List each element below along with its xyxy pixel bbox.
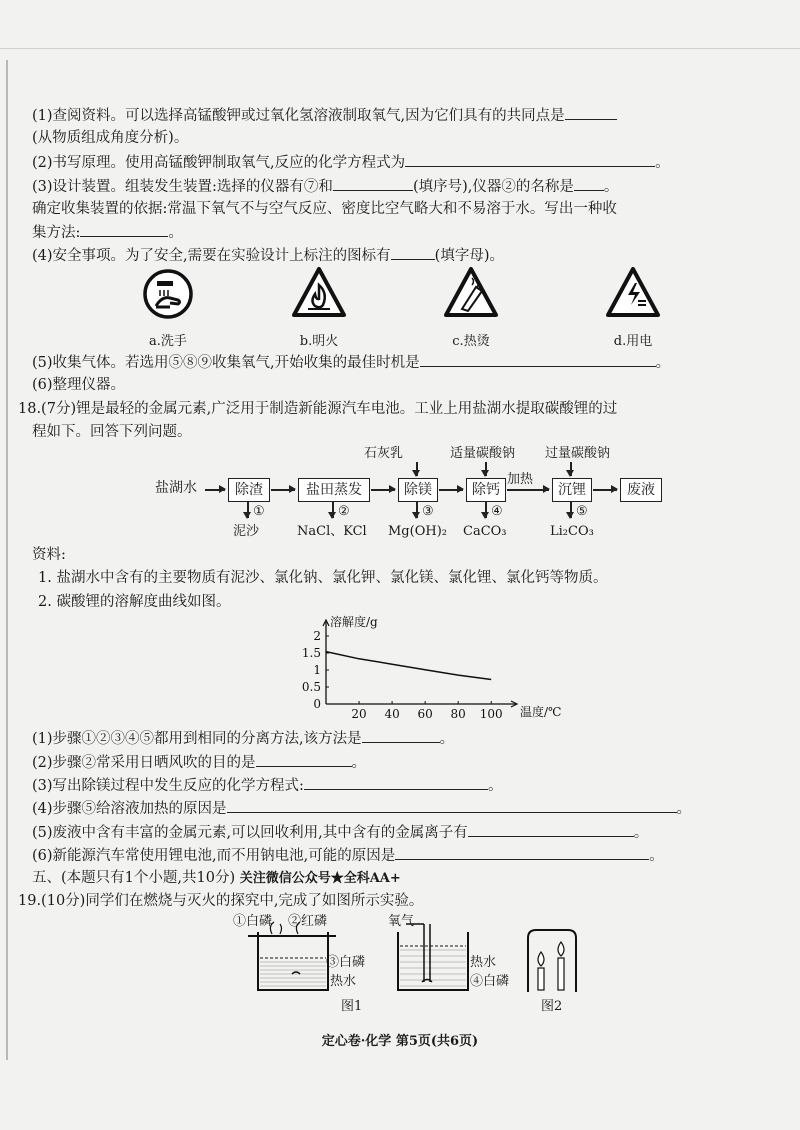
flow-label-lime: 石灰乳 [364,446,404,461]
product-sediment: 泥沙 [233,524,260,539]
answer-blank[interactable] [468,822,634,837]
q18-intro-line1: 18.(7分)锂是最轻的金属元素,广泛用于制造新能源汽车电池。工业上用盐湖水提取碳酸锂的过 [18,401,618,417]
flow-arrow [332,502,334,518]
section-five-heading: 五、(本题只有1个小题,共10分) 关注微信公众号★全科AA+ [32,870,401,886]
x-tick-label: 40 [384,707,400,721]
flow-arrow [371,489,395,491]
q19-intro: 19.(10分)同学们在燃烧与灭火的探究中,完成了如图所示实验。 [18,893,424,909]
flow-arrow [205,489,225,491]
flow-arrow [570,462,572,476]
answer-blank[interactable] [395,845,649,860]
fig1-label-white-phosphorus-3: ③白磷 [326,955,366,970]
icon-label-c: c.热烫 [452,334,490,349]
answer-blank[interactable] [333,176,413,191]
product-nacl-kcl: NaCl、KCl [297,524,367,539]
q18-sub5: (5)废液中含有丰富的金属元素,可以回收利用,其中含有的金属离子有 。 [32,822,648,843]
solubility-curve [326,652,491,680]
product-caco3: CaCO₃ [463,524,507,539]
q18-sub3: (3)写出除镁过程中发生反应的化学方程式: 。 [32,775,502,796]
q18-sub4: (4)步骤⑤给溶液加热的原因是 。 [32,798,691,819]
flow-arrow [485,502,487,518]
q18-sub6: (6)新能源汽车常使用锂电池,而不用钠电池,可能的原因是 。 [32,845,664,866]
fig1-label-white-phosphorus-1: ①白磷 [233,914,273,929]
q17-part6: (6)整理仪器。 [32,377,126,393]
flow-arrow [247,502,249,518]
answer-blank[interactable] [227,798,677,813]
flow-step-remove-mg: 除镁 [398,478,438,502]
step-number-1: ① [253,504,265,519]
step-number-2: ② [338,504,350,519]
flow-arrow [507,489,549,491]
y-tick-label: 1 [313,663,321,677]
flow-step-salt-evaporation: 盐田蒸发 [298,478,370,502]
material-1: 1. 盐湖水中含有的主要物质有泥沙、氯化钠、氯化钾、氯化镁、氯化锂、氯化钙等物质。 [38,570,608,586]
x-tick-label: 20 [351,707,367,721]
top-border [0,48,800,49]
answer-blank[interactable] [574,176,604,191]
q17-part3-line1: (3)设计装置。组装发生装置:选择的仪器有⑦和 (填序号),仪器②的名称是 。 [32,176,618,197]
flow-arrow [570,502,572,518]
y-tick-label: 0 [313,697,321,711]
q17-part2: (2)书写原理。使用高锰酸钾制取氧气,反应的化学方程式为 。 [32,152,670,173]
q18-sub1: (1)步骤①②③④⑤都用到相同的分离方法,该方法是 。 [32,728,454,749]
q17-part4: (4)安全事项。为了安全,需要在实验设计上标注的图标有 (填字母)。 [32,245,504,266]
flow-label-heat: 加热 [507,472,534,487]
product-mgoh2: Mg(OH)₂ [388,524,447,539]
q17-part3-line2: 确定收集装置的依据:常温下氧气不与空气反应、密度比空气略大和不易溶于水。写出一种收 [32,201,617,217]
page-footer: 定心卷·化学 第5页(共6页) [321,1034,479,1049]
answer-blank[interactable] [362,728,440,743]
q18-sub2: (2)步骤②常采用日晒风吹的目的是 。 [32,752,366,773]
solubility-chart [290,612,570,724]
product-li2co3: Li₂CO₃ [550,524,594,539]
material-title: 资料: [32,547,66,563]
answer-blank[interactable] [80,222,168,237]
step-number-3: ③ [422,504,434,519]
material-2: 2. 碳酸锂的溶解度曲线如图。 [38,594,231,610]
flow-label-na2co3-moderate: 适量碳酸钠 [450,446,516,461]
flow-label-na2co3-excess: 过量碳酸钠 [545,446,611,461]
y-axis-label: 溶解度/g [330,615,378,629]
answer-blank[interactable] [304,775,488,790]
flow-step-waste-liquid: 废液 [620,478,662,502]
flow-step-precipitate-li: 沉锂 [552,478,592,502]
y-tick-label: 0.5 [301,680,321,694]
icon-label-b: b.明火 [299,334,339,349]
flow-arrow [271,489,295,491]
flow-step-remove-residue: 除渣 [228,478,270,502]
y-tick-label: 2 [313,629,321,643]
answer-blank[interactable] [405,152,655,167]
fig1-label-oxygen: 氧气 [388,914,415,929]
step-number-4: ④ [491,504,503,519]
x-axis-label: 温度/℃ [520,705,562,719]
fig1-label-white-phosphorus-4: ④白磷 [470,974,510,989]
answer-blank[interactable] [565,105,617,120]
fig1-label-hot-water-1: 热水 [330,974,357,989]
flow-arrow [485,462,487,476]
y-tick-label: 1.5 [301,646,321,660]
hot-surface-icon [442,265,500,321]
flow-arrow [416,502,418,518]
q17-part1-line2: (从物质组成角度分析)。 [32,130,189,146]
figure-2-caption: 图2 [541,999,563,1014]
figure-2-candles [524,928,580,994]
flow-arrow [439,489,463,491]
flow-start-salt-lake-water: 盐湖水 [155,480,197,496]
flow-step-remove-ca: 除钙 [466,478,506,502]
flow-arrow [416,462,418,476]
fig1-label-hot-water-2: 热水 [470,955,497,970]
open-flame-icon [290,265,348,321]
flow-arrow [593,489,617,491]
binding-line [6,60,8,1060]
answer-blank[interactable] [256,752,352,767]
wash-hands-icon [142,268,194,320]
q17-part1-line1: (1)查阅资料。可以选择高锰酸钾或过氧化氢溶液制取氧气,因为它们具有的共同点是 [32,105,617,126]
q18-intro-line2: 程如下。回答下列问题。 [32,424,192,440]
x-tick-label: 60 [417,707,433,721]
answer-blank[interactable] [391,245,435,260]
electricity-icon [604,265,662,321]
answer-blank[interactable] [420,352,656,367]
figure-1-caption: 图1 [341,999,363,1014]
x-tick-label: 80 [450,707,466,721]
q17-part3-line3: 集方法: 。 [32,222,183,243]
step-number-5: ⑤ [576,504,588,519]
x-tick-label: 100 [479,707,503,721]
q17-part5: (5)收集气体。若选用⑤⑧⑨收集氧气,开始收集的最佳时机是 。 [32,352,670,373]
icon-label-a: a.洗手 [149,334,187,349]
icon-label-d: d.用电 [613,334,653,349]
fig1-label-red-phosphorus: ②红磷 [288,914,328,929]
